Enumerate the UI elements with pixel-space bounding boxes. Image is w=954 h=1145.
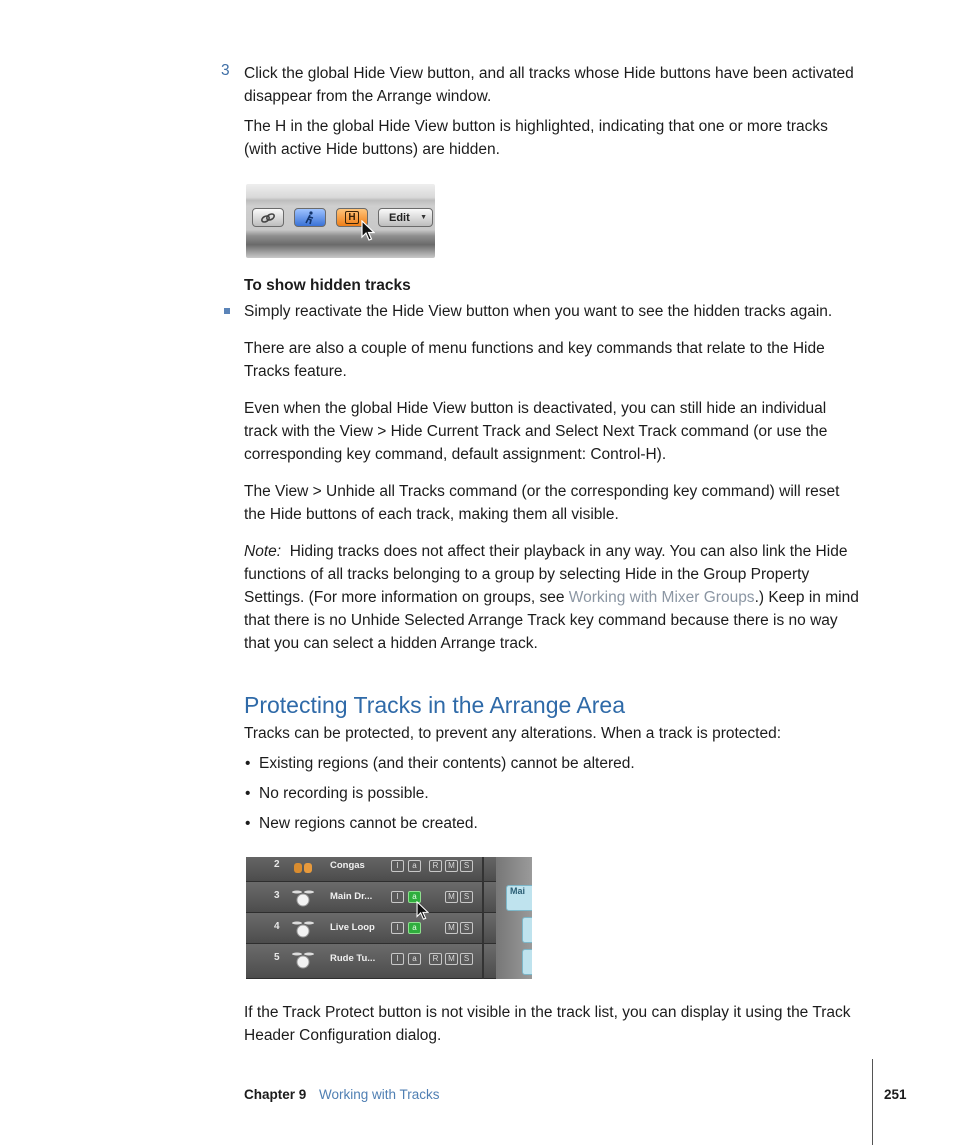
paragraph-unhide-all: [244, 480, 884, 526]
note-line: [244, 586, 884, 609]
solo-button[interactable]: S: [460, 922, 473, 934]
record-enable-button[interactable]: I: [391, 891, 404, 903]
paragraph-hide-individual: [244, 397, 884, 466]
drum-kit-icon: [291, 917, 315, 939]
track-number: 3: [274, 890, 280, 901]
solo-button[interactable]: S: [460, 860, 473, 872]
hide-view-label: H: [345, 211, 359, 224]
lock-icon[interactable]: a: [408, 922, 421, 934]
solo-button[interactable]: S: [460, 953, 473, 965]
section-heading: Protecting Tracks in the Arrange Area: [244, 692, 625, 718]
record-enable-button[interactable]: I: [391, 922, 404, 934]
note-block: [244, 540, 884, 655]
paragraph-line: the Hide buttons of each track, making them all visible.: [244, 506, 619, 523]
step-3-result: [244, 115, 884, 161]
paragraph-line: corresponding key command, default assignment: Control-H).: [244, 446, 667, 463]
track-number: 4: [274, 921, 280, 932]
step-3-result-line-2: (with active Hide buttons) are hidden.: [244, 141, 500, 158]
step-3-line-2: disappear from the Arrange window.: [244, 88, 492, 105]
edit-menu-button[interactable]: [378, 208, 433, 227]
conga-drum-icon: [291, 857, 315, 877]
paragraph-line: If the Track Protect button is not visible in the track list, you can display it using the Track: [244, 1004, 851, 1021]
bullet-item: Existing regions (and their contents) cannot be altered.: [259, 755, 635, 772]
paragraph-line: The View > Unhide all Tracks command (or the corresponding key command) will reset: [244, 483, 840, 500]
page-number: 251: [884, 1087, 907, 1102]
track-name: Main Dr...: [330, 891, 373, 902]
record-button[interactable]: R: [429, 860, 442, 872]
mouse-pointer-icon: [361, 220, 375, 242]
track-row: [246, 944, 496, 979]
arrange-area: [496, 857, 532, 979]
chevron-down-icon: ▼: [420, 214, 427, 221]
record-enable-button[interactable]: I: [391, 860, 404, 872]
footer-chapter: Chapter 9: [244, 1087, 307, 1102]
step-3-line-1: Click the global Hide View button, and all tracks whose Hide buttons have been activated: [244, 65, 854, 82]
lock-icon[interactable]: a: [408, 953, 421, 965]
solo-button[interactable]: S: [460, 891, 473, 903]
drum-kit-icon: [291, 886, 315, 908]
step-3-result-line-1: The H in the global Hide View button is highlighted, indicating that one or more tracks: [244, 118, 828, 135]
task-heading: To show hidden tracks: [244, 277, 411, 294]
track-number: 5: [274, 952, 280, 963]
running-man-icon: [304, 211, 316, 225]
paragraph-line: Tracks feature.: [244, 363, 347, 380]
arrange-region[interactable]: [522, 917, 532, 943]
track-name: Live Loop: [330, 922, 375, 933]
paragraph-line: track with the View > Hide Current Track and Select Next Track command (or use the: [244, 423, 828, 440]
note-line: that there is no Unhide Selected Arrange Track key command because there is no way: [244, 612, 838, 629]
note-label: Note:: [244, 543, 282, 560]
paragraph-menu-functions: [244, 337, 884, 383]
lock-icon[interactable]: a: [408, 860, 421, 872]
task-step: Simply reactivate the Hide View button when you want to see the hidden tracks again.: [244, 303, 833, 320]
bullet-dot: •: [245, 815, 251, 832]
track-number: 2: [274, 859, 280, 870]
record-button[interactable]: R: [429, 953, 442, 965]
edit-menu-label: Edit: [389, 211, 410, 224]
note-line: functions of all tracks belonging to a group by selecting Hide in the Group Property: [244, 566, 810, 583]
footer-chapter-title[interactable]: Working with Tracks: [319, 1087, 440, 1102]
record-enable-button[interactable]: I: [391, 953, 404, 965]
track-name: Congas: [330, 860, 365, 871]
drum-kit-icon: [291, 948, 315, 970]
closing-paragraph: [244, 1001, 884, 1047]
paragraph-line: There are also a couple of menu functions and key commands that relate to the Hide: [244, 340, 825, 357]
mute-button[interactable]: M: [445, 922, 458, 934]
bullet-dot: •: [245, 755, 251, 772]
bullet-item: No recording is possible.: [259, 785, 429, 802]
section-intro: Tracks can be protected, to prevent any alterations. When a track is protected:: [244, 725, 782, 742]
mute-button[interactable]: M: [445, 860, 458, 872]
track-list-screenshot: [246, 857, 532, 979]
bullet-item: New regions cannot be created.: [259, 815, 478, 832]
arrange-region[interactable]: [522, 949, 532, 975]
mouse-pointer-icon: [416, 901, 429, 921]
paragraph-line: Header Configuration dialog.: [244, 1027, 442, 1044]
track-row: [246, 857, 496, 882]
note-text: Hiding tracks does not affect their playback in any way. You can also link the Hide: [289, 543, 848, 560]
hide-view-toolbar-screenshot: [246, 184, 435, 258]
mute-button[interactable]: M: [445, 953, 458, 965]
track-row: [246, 882, 496, 913]
catch-button[interactable]: [294, 208, 326, 227]
footer-divider: [872, 1059, 873, 1145]
step-3-text: [244, 62, 884, 108]
mixer-groups-link[interactable]: Working with Mixer Groups: [568, 589, 755, 606]
note-line: [244, 540, 884, 563]
note-text: Settings. (For more information on groups, see: [244, 589, 569, 606]
link-icon: [260, 212, 276, 224]
track-list-divider: [482, 857, 484, 979]
track-name: Rude Tu...: [330, 953, 376, 964]
bullet-dot: •: [245, 785, 251, 802]
track-row: [246, 913, 496, 944]
link-button[interactable]: [252, 208, 284, 227]
arrange-region[interactable]: Mai: [506, 885, 532, 911]
lock-icon[interactable]: a: [408, 891, 421, 903]
mute-button[interactable]: M: [445, 891, 458, 903]
step-number: 3: [221, 62, 230, 79]
note-text: .) Keep in mind: [754, 589, 859, 606]
square-bullet-icon: [224, 308, 230, 314]
paragraph-line: Even when the global Hide View button is deactivated, you can still hide an individual: [244, 400, 827, 417]
note-line: that you can select a hidden Arrange track.: [244, 635, 538, 652]
